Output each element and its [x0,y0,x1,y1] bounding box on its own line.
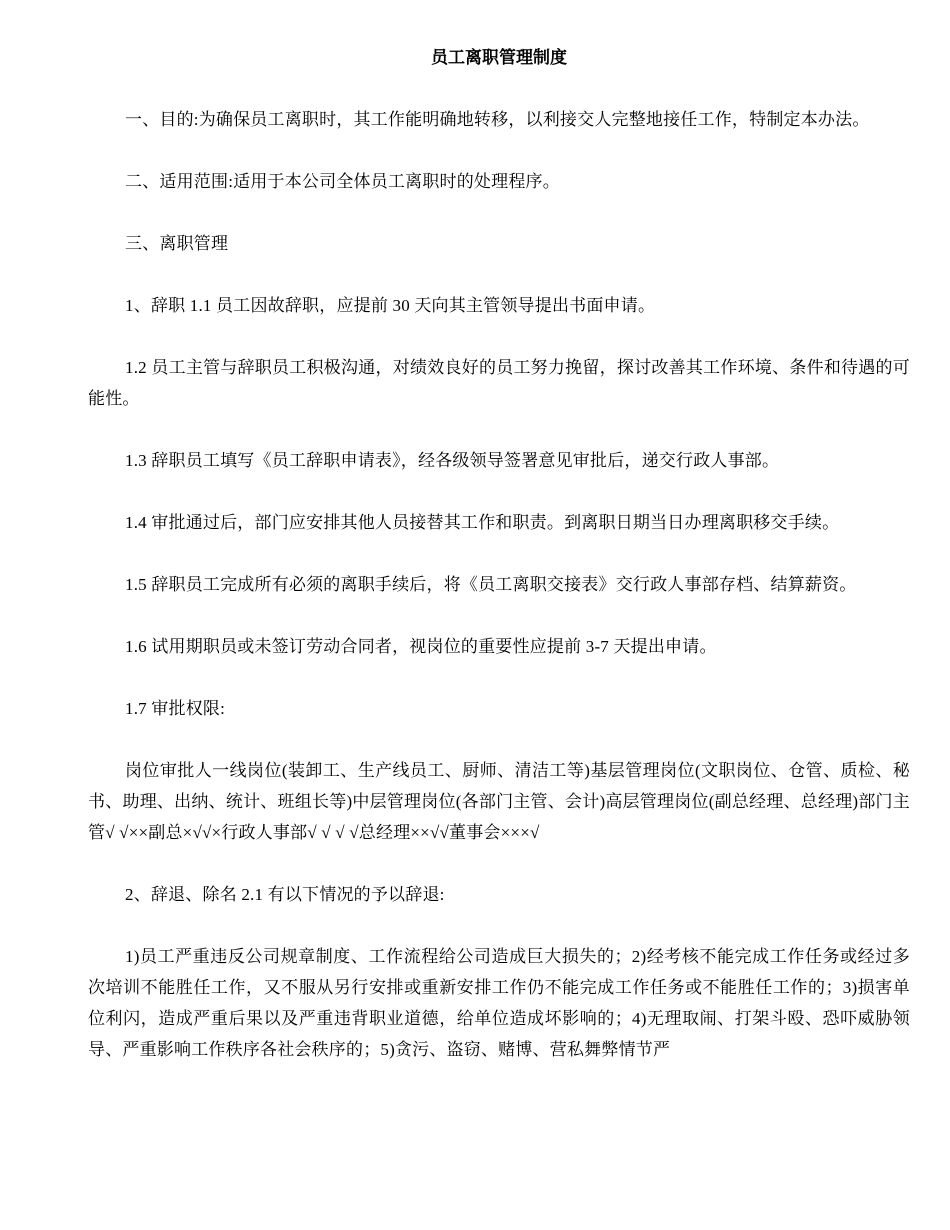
paragraph-approval-matrix: 岗位审批人一线岗位(装卸工、生产线员工、厨师、清洁工等)基层管理岗位(文职岗位、仓管、质检、秘书、助理、出纳、统计、班组长等)中层管理岗位(各部门主管、会计)高层管理岗位(副总经理、总经理)部门主管√ √××副总×√√×行政人事部√ √ √ √总经理××√√董事会×××√ [88,761,910,842]
paragraph-resignation-1-3: 1.3 辞职员工填写《员工辞职申请表》，经各级领导签署意见审批后，递交行政人事部。 [125,451,780,470]
paragraph-dismissal-heading: 2、辞退、除名 2.1 有以下情况的予以辞退: [125,885,445,904]
paragraph-approval-heading: 1.7 审批权限: [125,699,226,718]
paragraph-resignation-1-5: 1.5 辞职员工完成所有必须的离职手续后，将《员工离职交接表》交行政人事部存档、结算薪资。 [125,575,857,594]
paragraph-resignation-1-4: 1.4 审批通过后，部门应安排其他人员接替其工作和职责。到离职日期当日办理离职移交手续。 [125,513,840,532]
paragraph-resignation-1-6: 1.6 试用期职员或未签订劳动合同者，视岗位的重要性应提前 3-7 天提出申请。 [125,637,717,656]
paragraph-purpose: 一、目的:为确保员工离职时，其工作能明确地转移，以利接交人完整地接任工作，特制定本办法。 [125,110,870,129]
paragraph-scope: 二、适用范围:适用于本公司全体员工离职时的处理程序。 [125,172,560,191]
paragraph-resignation-1-1: 1、辞职 1.1 员工因故辞职，应提前 30 天向其主管领导提出书面申请。 [125,296,656,315]
paragraph-dismissal-conditions: 1)员工严重违反公司规章制度、工作流程给公司造成巨大损失的；2)经考核不能完成工作任务或经过多次培训不能胜任工作，又不服从另行安排或重新安排工作仍不能完成工作任务或不能胜任工作的；3)损害单位利闪，造成严重后果以及严重违背职业道德，给单位造成坏影响的；4)无理取闹、打架斗殴、恐吓威胁领导、严重影响工作秩序各社会秩序的；5)贪污、盗窃、赌博、营私舞弊情节严 [88,947,910,1059]
document-title: 员工离职管理制度 [431,48,567,67]
paragraph-resignation-1-2: 1.2 员工主管与辞职员工积极沟通，对绩效良好的员工努力挽留，探讨改善其工作环境、条件和待遇的可能性。 [88,358,910,408]
paragraph-section-heading: 三、离职管理 [125,234,229,253]
